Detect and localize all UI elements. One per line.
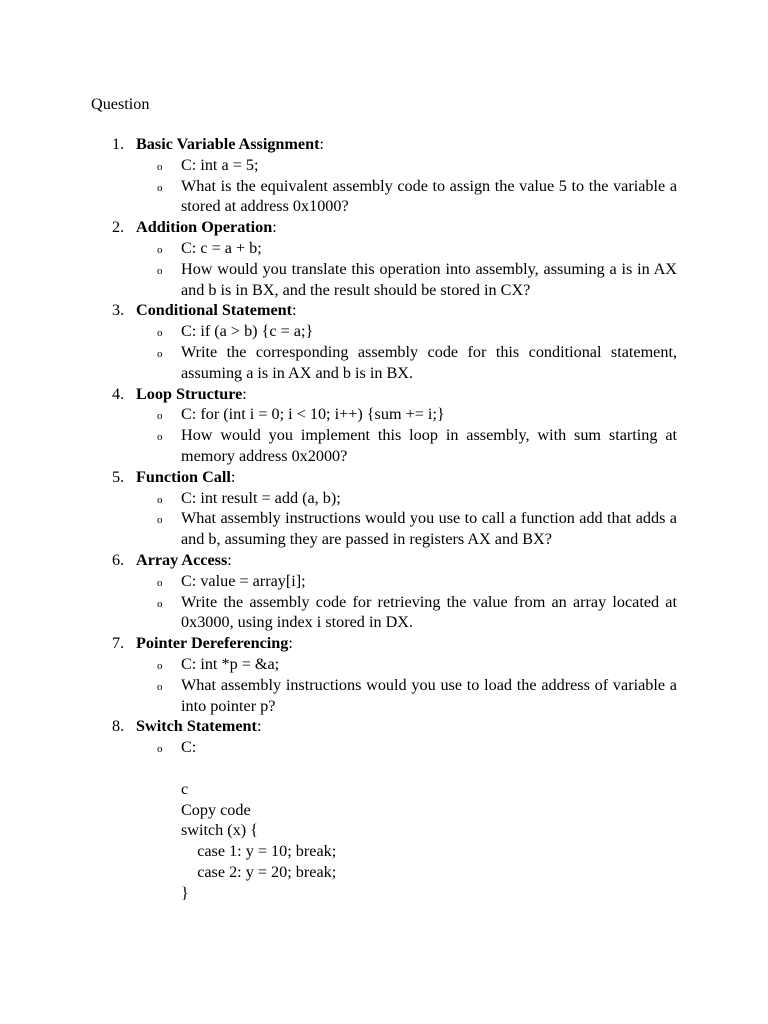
sub-item-text: How would you translate this operation into assembly, assuming a is in AX and b is in BX, and the result should be stored in CX?: [181, 259, 677, 299]
sub-item: [157, 238, 677, 259]
bullet-icon: o: [157, 597, 163, 610]
question-item: [0, 550, 768, 633]
sub-item-text: C:: [181, 738, 197, 757]
question-item: [0, 467, 768, 550]
sub-item: [157, 176, 677, 218]
code-language-label: c: [181, 779, 189, 798]
question-colon: :: [288, 634, 293, 653]
bullet-icon: o: [157, 410, 163, 423]
question-colon: :: [256, 717, 262, 736]
question-number: 6.: [112, 550, 125, 569]
sub-item-text: Write the corresponding assembly code for this conditional statement, assuming a is in AX and b is in BX.: [181, 342, 677, 382]
question-number: 8.: [112, 717, 125, 736]
sub-item: [157, 571, 677, 592]
question-title: Function Call: [136, 467, 231, 486]
bullet-icon: o: [157, 493, 163, 506]
sub-item: [157, 737, 677, 758]
bullet-icon: o: [157, 264, 163, 277]
page-heading: Question: [91, 95, 150, 113]
question-number: 3.: [112, 301, 125, 320]
bullet-icon: o: [157, 576, 163, 589]
bullet-icon: o: [157, 743, 163, 756]
sub-item-text: C: c = a + b;: [181, 238, 262, 257]
code-line: }: [181, 883, 189, 902]
sub-item: [157, 321, 677, 342]
question-colon: :: [292, 301, 297, 320]
code-line: case 1: y = 10; break;: [181, 842, 337, 861]
question-title: Pointer Dereferencing: [136, 634, 289, 653]
question-item: [0, 716, 768, 903]
sub-item: [157, 342, 677, 384]
question-title: Conditional Statement: [136, 301, 293, 320]
sub-item: [157, 592, 677, 634]
question-colon: :: [242, 384, 247, 403]
sub-item-text: C: if (a > b) {c = a;}: [181, 322, 314, 341]
question-colon: :: [230, 467, 236, 486]
question-item: [0, 300, 768, 383]
sub-item: [157, 654, 677, 675]
question-item: [0, 633, 768, 716]
sub-item: [157, 508, 677, 550]
bullet-icon: o: [157, 514, 163, 527]
sub-item-text: Write the assembly code for retrieving the value from an array located at 0x3000, using index i stored in DX.: [181, 592, 677, 632]
bullet-icon: o: [157, 347, 163, 360]
code-line: case 2: y = 20; break;: [181, 862, 337, 881]
sub-item-text: What assembly instructions would you use to load the address of variable a into pointer p?: [181, 675, 677, 715]
bullet-icon: o: [157, 431, 163, 444]
sub-item-text: What assembly instructions would you use to call a function add that adds a and b, assuming they are passed in registers AX and BX?: [181, 509, 677, 549]
question-item: [0, 134, 768, 217]
code-block: [181, 779, 768, 904]
question-item: [0, 384, 768, 467]
sub-item: [157, 259, 677, 301]
sub-item-text: C: int *p = &a;: [181, 654, 280, 673]
question-colon: :: [319, 135, 324, 153]
sub-item-text: C: int result = add (a, b);: [181, 488, 341, 507]
question-title: Basic Variable Assignment: [136, 135, 320, 153]
bullet-icon: o: [157, 243, 163, 256]
sub-item-text: What is the equivalent assembly code to assign the value 5 to the variable a stored at address 0x1000?: [181, 176, 677, 216]
question-number: 5.: [112, 467, 125, 486]
question-number: 1.: [112, 135, 125, 153]
question-item: [0, 217, 768, 300]
question-number: 7.: [112, 634, 125, 653]
sub-item: [157, 425, 677, 467]
bullet-icon: o: [157, 327, 163, 340]
question-title: Addition Operation: [136, 218, 273, 237]
question-number: 4.: [112, 384, 125, 403]
question-list: [0, 134, 768, 903]
sub-item: [157, 675, 677, 717]
question-colon: :: [272, 218, 277, 237]
question-colon: :: [227, 550, 232, 569]
question-title: Loop Structure: [136, 384, 243, 403]
bullet-icon: o: [157, 181, 163, 194]
question-title: Switch Statement: [136, 717, 257, 736]
question-number: 2.: [112, 218, 125, 237]
sub-item-text: C: int a = 5;: [181, 155, 259, 174]
question-title: Array Access: [136, 550, 228, 569]
sub-item-text: C: for (int i = 0; i < 10; i++) {sum += i;}: [181, 405, 445, 424]
bullet-icon: o: [157, 680, 163, 693]
sub-item-text: How would you implement this loop in assembly, with sum starting at memory address 0x2000?: [181, 426, 677, 465]
sub-item: [157, 488, 677, 509]
bullet-icon: o: [157, 659, 163, 672]
bullet-icon: o: [157, 160, 163, 173]
copy-code-button[interactable]: Copy code: [181, 800, 251, 819]
sub-item: [157, 404, 677, 425]
sub-item: [157, 155, 677, 176]
code-line: switch (x) {: [181, 821, 259, 840]
sub-item-text: C: value = array[i];: [181, 571, 306, 590]
